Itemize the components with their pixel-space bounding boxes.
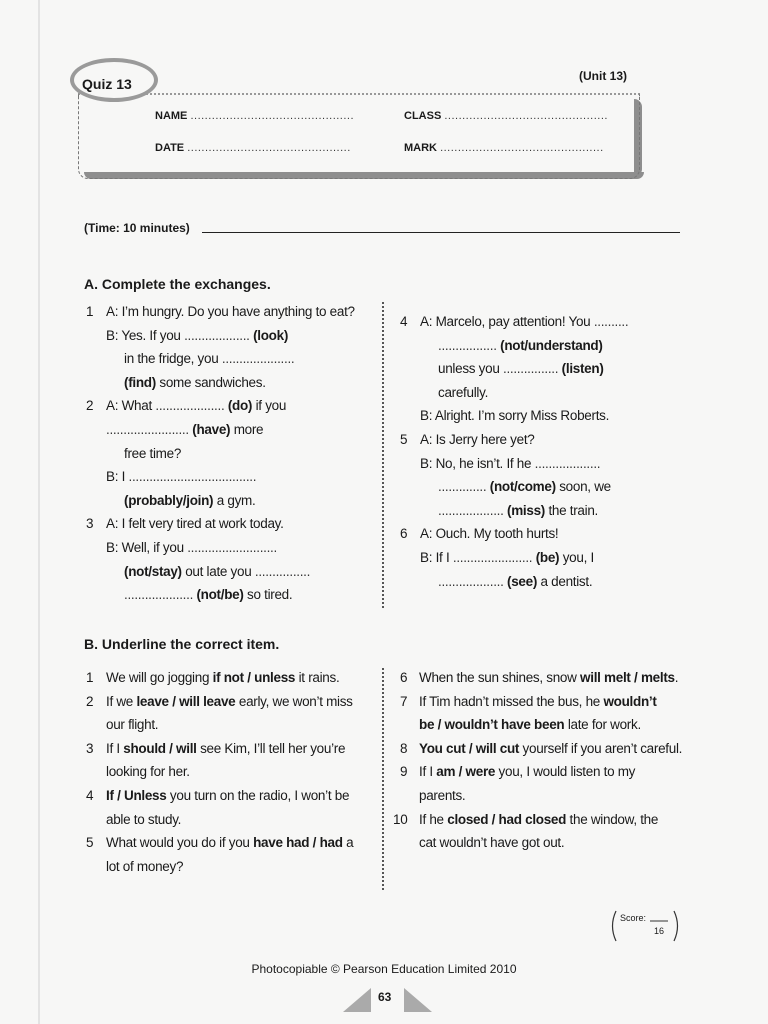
mark-label: MARK bbox=[404, 142, 437, 154]
item-number: 6 bbox=[400, 526, 408, 542]
item-number: 4 bbox=[400, 314, 408, 329]
time-label: (Time: 10 minutes) bbox=[84, 221, 190, 235]
section-a-left-column: 1 A: I’m hungry. Do you have anything to eat? B: Yes. If you ................... (look) in the fridge, you ..................... (find) some sandwiches. 2 A: What .................... (do) if you ........................ (have) more free time? B: I ..................................... (probably/join) a gym. 3 A: I felt very tired at work today. B: Well, if you .......................... (not/stay) out late you ................ .................... (not/be) so tired. bbox=[86, 300, 376, 607]
answer-blank[interactable]: ................... bbox=[438, 502, 504, 518]
choice-options[interactable]: If / Unless bbox=[106, 787, 167, 803]
unit-label: (Unit 13) bbox=[579, 69, 627, 83]
choice-options[interactable]: You cut / will cut bbox=[419, 740, 520, 756]
section-b-left-column: 1 We will go jogging if not / unless it rains. 2 If we leave / will leave early, we won’t miss our flight. 3 If I should / will see Kim, I’ll tell her you’re looking for her. 4 If / Unless you turn on the radio, I won’t be able to study. 5 What would you do if you have had / had a lot of money? bbox=[86, 666, 378, 878]
mark-blank: .............................................. bbox=[440, 142, 604, 154]
name-blank: .............................................. bbox=[190, 110, 355, 122]
list-item: 3 If I should / will see Kim, I’ll tell her you’re bbox=[86, 740, 346, 756]
list-item: 10 If he closed / had closed the window, the bbox=[393, 811, 659, 827]
section-b-divider bbox=[382, 668, 384, 890]
answer-blank[interactable]: ..................................... bbox=[128, 469, 257, 485]
choice-options[interactable]: if not / unless bbox=[212, 670, 296, 685]
answer-blank[interactable]: ................ bbox=[254, 563, 311, 579]
list-item: 8 You cut / will cut yourself if you aren’t careful. bbox=[400, 740, 683, 756]
item-number: 1 bbox=[86, 304, 94, 319]
answer-blank[interactable]: ................... bbox=[184, 327, 250, 343]
choice-options[interactable]: leave / will leave bbox=[136, 693, 236, 709]
section-b-right-column: 6 When the sun shines, snow will melt / melts. 7 If Tim hadn’t missed the bus, he wouldn’t be / wouldn’t have been late for work. 8 You cut / will cut yourself if you aren’t careful. 9 If I am / were you, I would listen to my parents. 10 If he closed / had closed the window, the cat wouldn’t have got out. bbox=[397, 666, 687, 855]
page-number: 63 bbox=[378, 990, 392, 1004]
date-blank: .............................................. bbox=[187, 142, 351, 154]
list-item: 4 If / Unless you turn on the radio, I won’t be bbox=[86, 787, 350, 803]
answer-blank[interactable]: .......................... bbox=[187, 539, 277, 555]
section-b-title: B. Underline the correct item. bbox=[84, 636, 280, 652]
name-field[interactable] bbox=[155, 110, 354, 122]
score-label: Score: bbox=[620, 913, 647, 923]
item-number: 2 bbox=[86, 398, 94, 414]
answer-blank[interactable]: ....................... bbox=[452, 549, 533, 565]
time-rule bbox=[202, 232, 680, 233]
list-item: 5 A: Is Jerry here yet? bbox=[400, 428, 690, 452]
section-a-title: A. Complete the exchanges. bbox=[84, 276, 271, 292]
class-label: CLASS bbox=[404, 110, 442, 122]
choice-options[interactable]: should / will bbox=[123, 740, 197, 756]
answer-blank[interactable]: ................ bbox=[503, 361, 559, 377]
answer-blank[interactable]: .................... bbox=[155, 398, 225, 414]
list-item: 2 If we leave / will leave early, we won’t miss bbox=[86, 693, 353, 709]
answer-blank[interactable]: ................... bbox=[534, 455, 601, 471]
answer-blank[interactable]: ..................... bbox=[221, 351, 295, 367]
answer-blank[interactable]: .............. bbox=[438, 479, 487, 495]
item-number: 3 bbox=[86, 516, 94, 532]
answer-blank[interactable]: .................... bbox=[124, 587, 194, 603]
choice-options[interactable]: am / were bbox=[436, 764, 496, 780]
list-item: 6 A: Ouch. My tooth hurts! bbox=[400, 522, 690, 546]
item-number: 5 bbox=[400, 431, 408, 447]
list-item: 4 A: Marcelo, pay attention! You .......... bbox=[400, 310, 690, 334]
choice-options[interactable]: will melt / melts bbox=[580, 670, 675, 685]
list-item: 1 A: I’m hungry. Do you have anything to eat? bbox=[86, 300, 376, 324]
section-a-right-column: 4 A: Marcelo, pay attention! You .......... ................. (not/understand) unless you ................ (listen) carefully. B: Alright. I’m sorry Miss Roberts. 5 A: Is Jerry here yet? B: No, he isn’t. If he ................... .............. (not/come) soon, we ................... (miss) the train. 6 A: Ouch. My tooth hurts! B: If I ....................... (be) you, I ................... (see) a dentist. bbox=[400, 310, 690, 593]
date-label: DATE bbox=[155, 142, 185, 154]
answer-blank[interactable]: ........................ bbox=[106, 421, 189, 437]
list-item: 6 When the sun shines, snow will melt / melts. bbox=[400, 670, 679, 685]
choice-options[interactable]: have had / had bbox=[253, 835, 343, 851]
list-item: 3 A: I felt very tired at work today. bbox=[86, 512, 376, 536]
section-a-divider bbox=[382, 302, 384, 608]
list-item: 2 A: What .................... (do) if you bbox=[86, 394, 376, 418]
choice-options[interactable]: be / wouldn’t have been bbox=[419, 717, 565, 733]
name-label: NAME bbox=[155, 110, 188, 122]
choice-options[interactable]: wouldn’t bbox=[603, 693, 657, 709]
copyright-footer: Photocopiable © Pearson Education Limited 2010 bbox=[251, 962, 517, 976]
page-triangle-left bbox=[343, 988, 371, 1012]
choice-options[interactable]: closed / had closed bbox=[447, 811, 567, 827]
list-item: 9 If I am / were you, I would listen to my bbox=[400, 764, 636, 780]
date-field[interactable] bbox=[155, 142, 351, 154]
answer-blank[interactable]: .......... bbox=[593, 314, 629, 329]
mark-field[interactable] bbox=[404, 142, 604, 154]
class-field[interactable] bbox=[404, 110, 608, 122]
header-box bbox=[78, 93, 640, 179]
class-blank: .............................................. bbox=[444, 110, 608, 122]
list-item: 5 What would you do if you have had / had a bbox=[86, 835, 354, 851]
page-triangle-right bbox=[404, 988, 432, 1012]
page-edge bbox=[38, 0, 40, 1024]
quiz-title: Quiz 13 bbox=[82, 76, 132, 92]
answer-blank[interactable]: ................... bbox=[438, 573, 504, 589]
list-item: 1 We will go jogging if not / unless it rains. bbox=[86, 670, 340, 685]
list-item: 7 If Tim hadn’t missed the bus, he wouldn’t bbox=[400, 693, 657, 709]
score-total: 16 bbox=[654, 926, 665, 936]
score-box bbox=[608, 909, 682, 945]
answer-blank[interactable]: ................. bbox=[438, 337, 497, 353]
